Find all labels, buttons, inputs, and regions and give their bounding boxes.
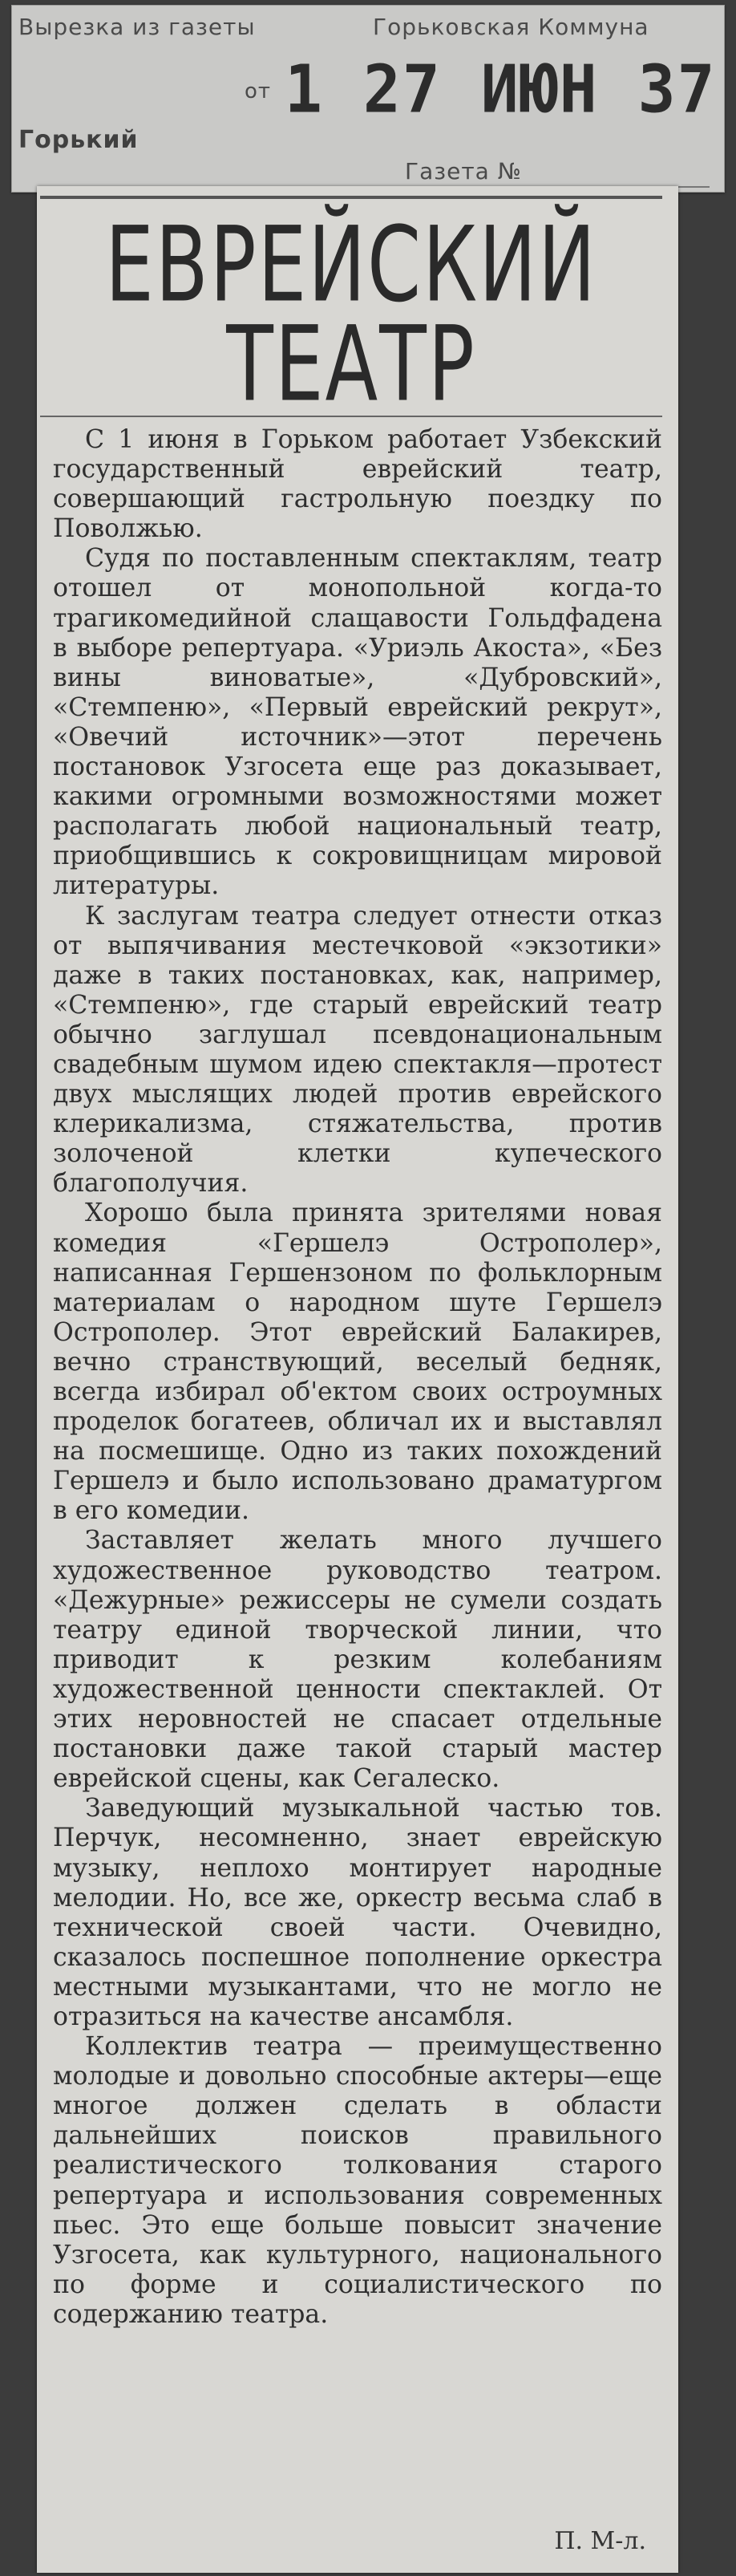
headline-block [40,196,662,425]
clipping-label-slip [11,5,725,193]
author-signature: П. М-л. [554,2527,646,2555]
paragraph: Коллектив театра — преимущественно молодые и довольно способные актеры—еще многое должен сделать в области дальнейших поисков правильного реалистического толкования старого репертуара и использования современных пьес. Это еще больше повысит значение Узгосета, как культурного, национального по форме и социалистического по содержанию театра. [53,2032,662,2329]
newspaper-clipping [37,186,678,2573]
paragraph: С 1 июня в Горьком работает Узбекский государственный еврейский театр, совершающий гастрольную поездку по Поволжью. [53,425,662,544]
date-stamp: 1 27 ИЮН 37 [285,51,717,128]
headline-line-1: ЕВРЕЙСКИЙ [105,204,597,326]
paragraph: К заслугам театра следует отнести отказ от выпячивания местечковой «экзотики» даже в таких постановках, как, например, «Стемпеню», где старый еврейский театр обычно заглушал псевдонациональным свадебным шумом идею спектакля—протест двух мыслящих людей против еврейского клерикализма, стяжательства, против золоченой клетки купеческого благополучия. [53,901,662,1199]
date-from-label: от [245,79,272,103]
paragraph: Заставляет желать много лучшего художественное руководство театром. «Дежурные» режиссеры не сумели создать театру единой творческой линии, что приводит к резким колебаниям художественной ценности спектаклей. От этих неровностей не спасает отдельные постановки даже такой старый мастер еврейской сцены, как Сегалеско. [53,1526,662,1794]
newspaper-name: Горьковская Коммуна [373,14,649,40]
paragraph: Хорошо была принята зрителями новая комедия «Гершелэ Острополер», написанная Гершензоном по фольклорным материалам о народном шуте Гершелэ Острополер. Этот еврейский Балакирев, вечно странствующий, веселый бедняк, всегда избирал об'ектом своих остроумных проделок богатеев, обличал их и выставлял на посмешище. Одно из таких похождений Гершелэ и было использовано драматургом в его комедии. [53,1199,662,1526]
paragraph: Судя по поставленным спектаклям, театр отошел от монопольной когда-то трагикомедийной слащавости Гольдфадена в выборе репертуара. «Уриэль Акоста», «Без вины виноватые», «Дубровский», «Стемпеню», «Первый еврейский рекрут», «Овечий источник»—этот перечень постановок Узгосета еще раз доказывает, какими огромными возможностями может располагать любой национальный театр, приобщившись к сокровищницам мировой литературы. [53,544,662,901]
paragraph: Заведующий музыкальной частью тов. Перчук, несомненно, знает еврейскую музыку, неплохо монтирует народные мелодии. Но, все же, оркестр весьма слаб в технической своей части. Очевидно, сказалось поспешное пополнение оркестра местными музыкантами, что не могло не отразиться на качестве ансамбля. [53,1794,662,2031]
issue-number-label: Газета № [405,158,522,185]
city-label: Горький [18,126,139,154]
headline-line-2: ТЕАТР [226,303,476,425]
clipping-from-label: Вырезка из газеты [18,14,256,40]
article-body [53,425,662,2330]
